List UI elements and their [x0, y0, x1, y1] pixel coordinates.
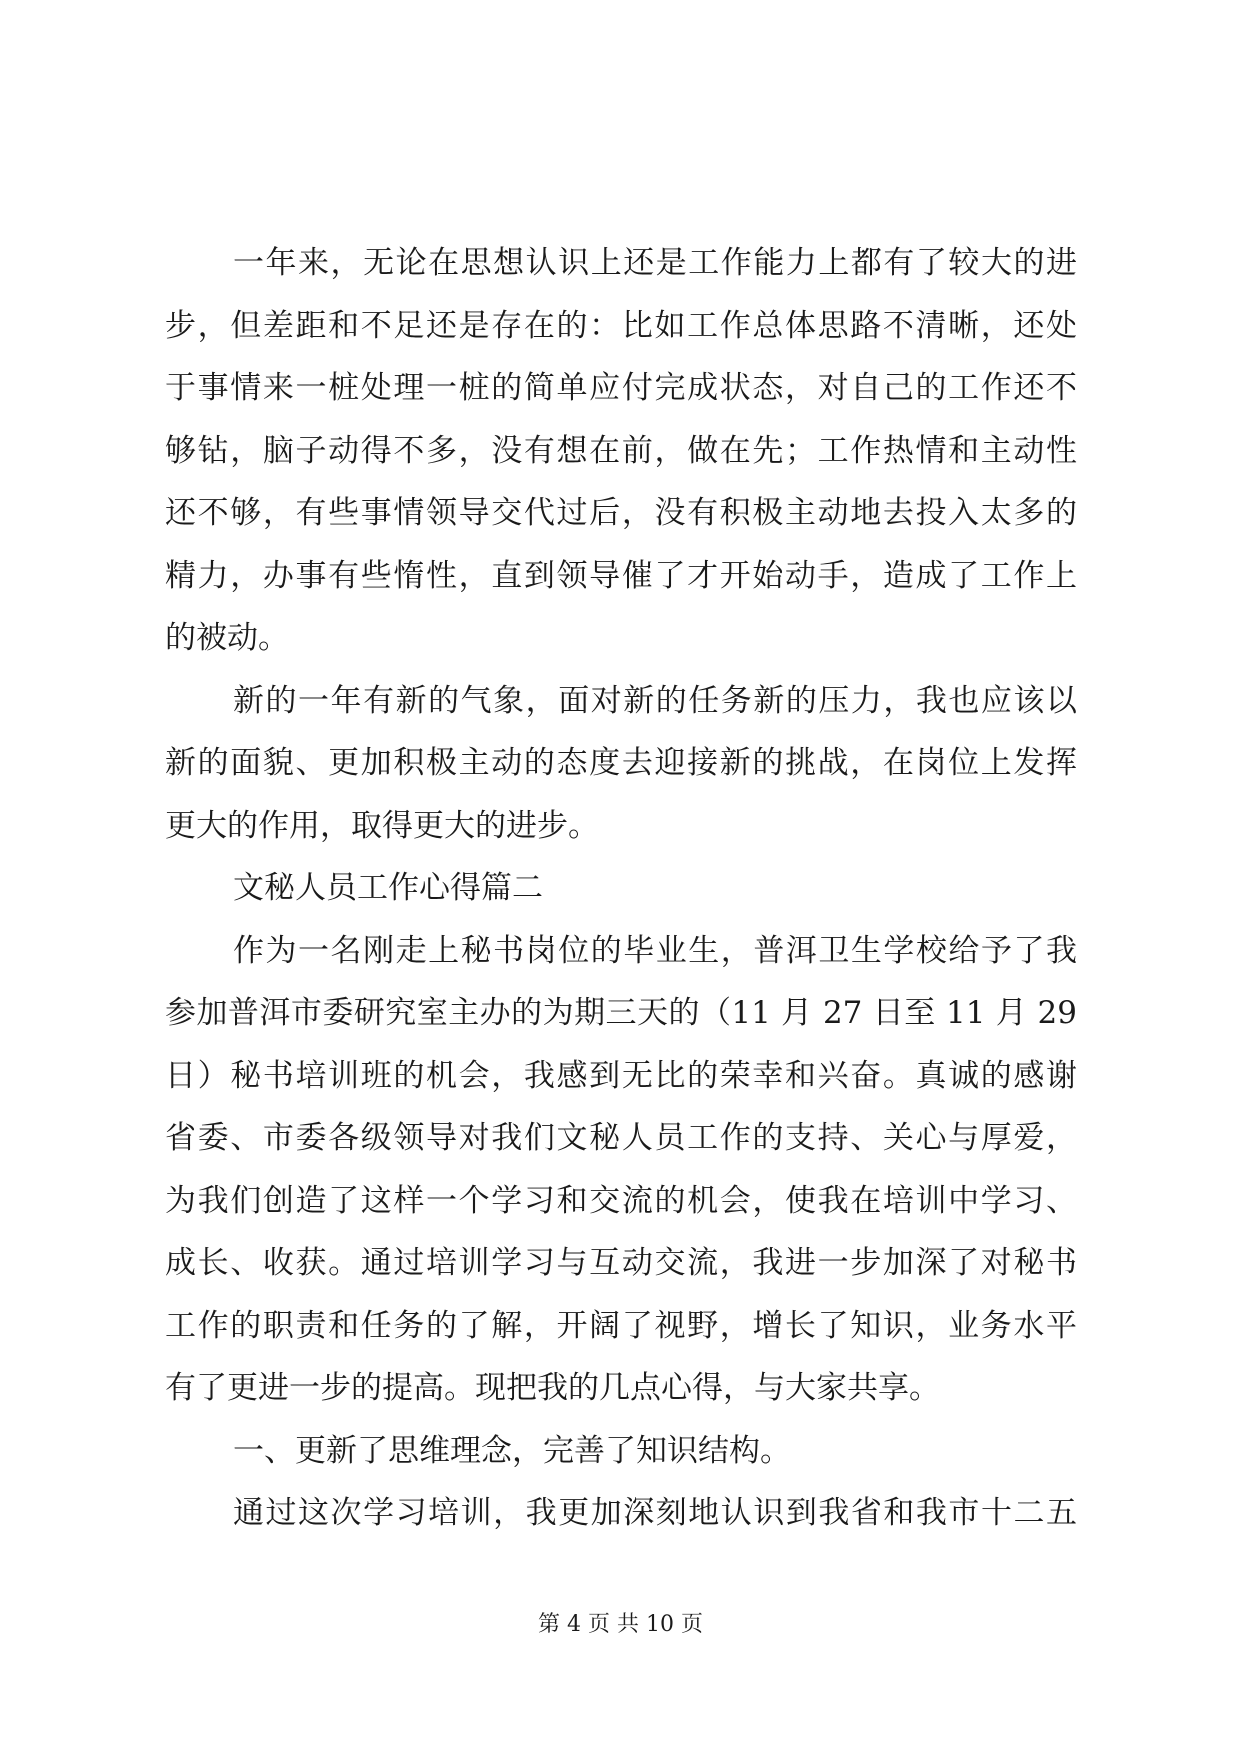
text-line: 步，但差距和不足还是存在的：比如工作总体思路不清晰，还处: [165, 307, 1077, 344]
text-line: 够钻，脑子动得不多，没有想在前，做在先；工作热情和主动性: [165, 432, 1077, 469]
document-body: [165, 232, 1077, 1545]
text-line: 更大的作用，取得更大的进步。: [165, 807, 599, 844]
text-line: 省委、市委各级领导对我们文秘人员工作的支持、关心与厚爱，: [165, 1120, 1077, 1156]
text-line: 的被动。: [165, 620, 289, 656]
text-line: 精力，办事有些惰性，直到领导催了才开始动手，造成了工作上: [165, 557, 1077, 594]
text-line: 还不够，有些事情领导交代过后，没有积极主动地去投入太多的: [165, 495, 1077, 531]
text-line: 成长、收获。通过培训学习与互动交流，我进一步加深了对秘书: [165, 1245, 1077, 1281]
text-line: 参加普洱市委研究室主办的为期三天的（11 月 27 日至 11 月 29: [165, 995, 1077, 1031]
text-line: 一年来，无论在思想认识上还是工作能力上都有了较大的进: [233, 245, 1077, 281]
text-line: 工作的职责和任务的了解，开阔了视野，增长了知识，业务水平: [165, 1307, 1077, 1344]
text-line: 新的一年有新的气象，面对新的任务新的压力，我也应该以: [233, 682, 1077, 719]
text-line: 一、更新了思维理念，完善了知识结构。: [233, 1432, 791, 1469]
text-line: 文秘人员工作心得篇二: [233, 870, 543, 906]
page-footer: 第 4 页 共 10 页: [538, 1612, 703, 1637]
text-line: 作为一名刚走上秘书岗位的毕业生，普洱卫生学校给予了我: [233, 932, 1077, 969]
text-line: 新的面貌、更加积极主动的态度去迎接新的挑战，在岗位上发挥: [165, 745, 1077, 781]
text-line: 通过这次学习培训，我更加深刻地认识到我省和我市十二五: [233, 1495, 1077, 1531]
text-line: 为我们创造了这样一个学习和交流的机会，使我在培训中学习、: [165, 1182, 1077, 1219]
text-line: 日）秘书培训班的机会，我感到无比的荣幸和兴奋。真诚的感谢: [165, 1057, 1077, 1094]
text-line: 于事情来一桩处理一桩的简单应付完成状态，对自己的工作还不: [165, 370, 1077, 406]
text-line: 有了更进一步的提高。现把我的几点心得，与大家共享。: [165, 1370, 940, 1406]
